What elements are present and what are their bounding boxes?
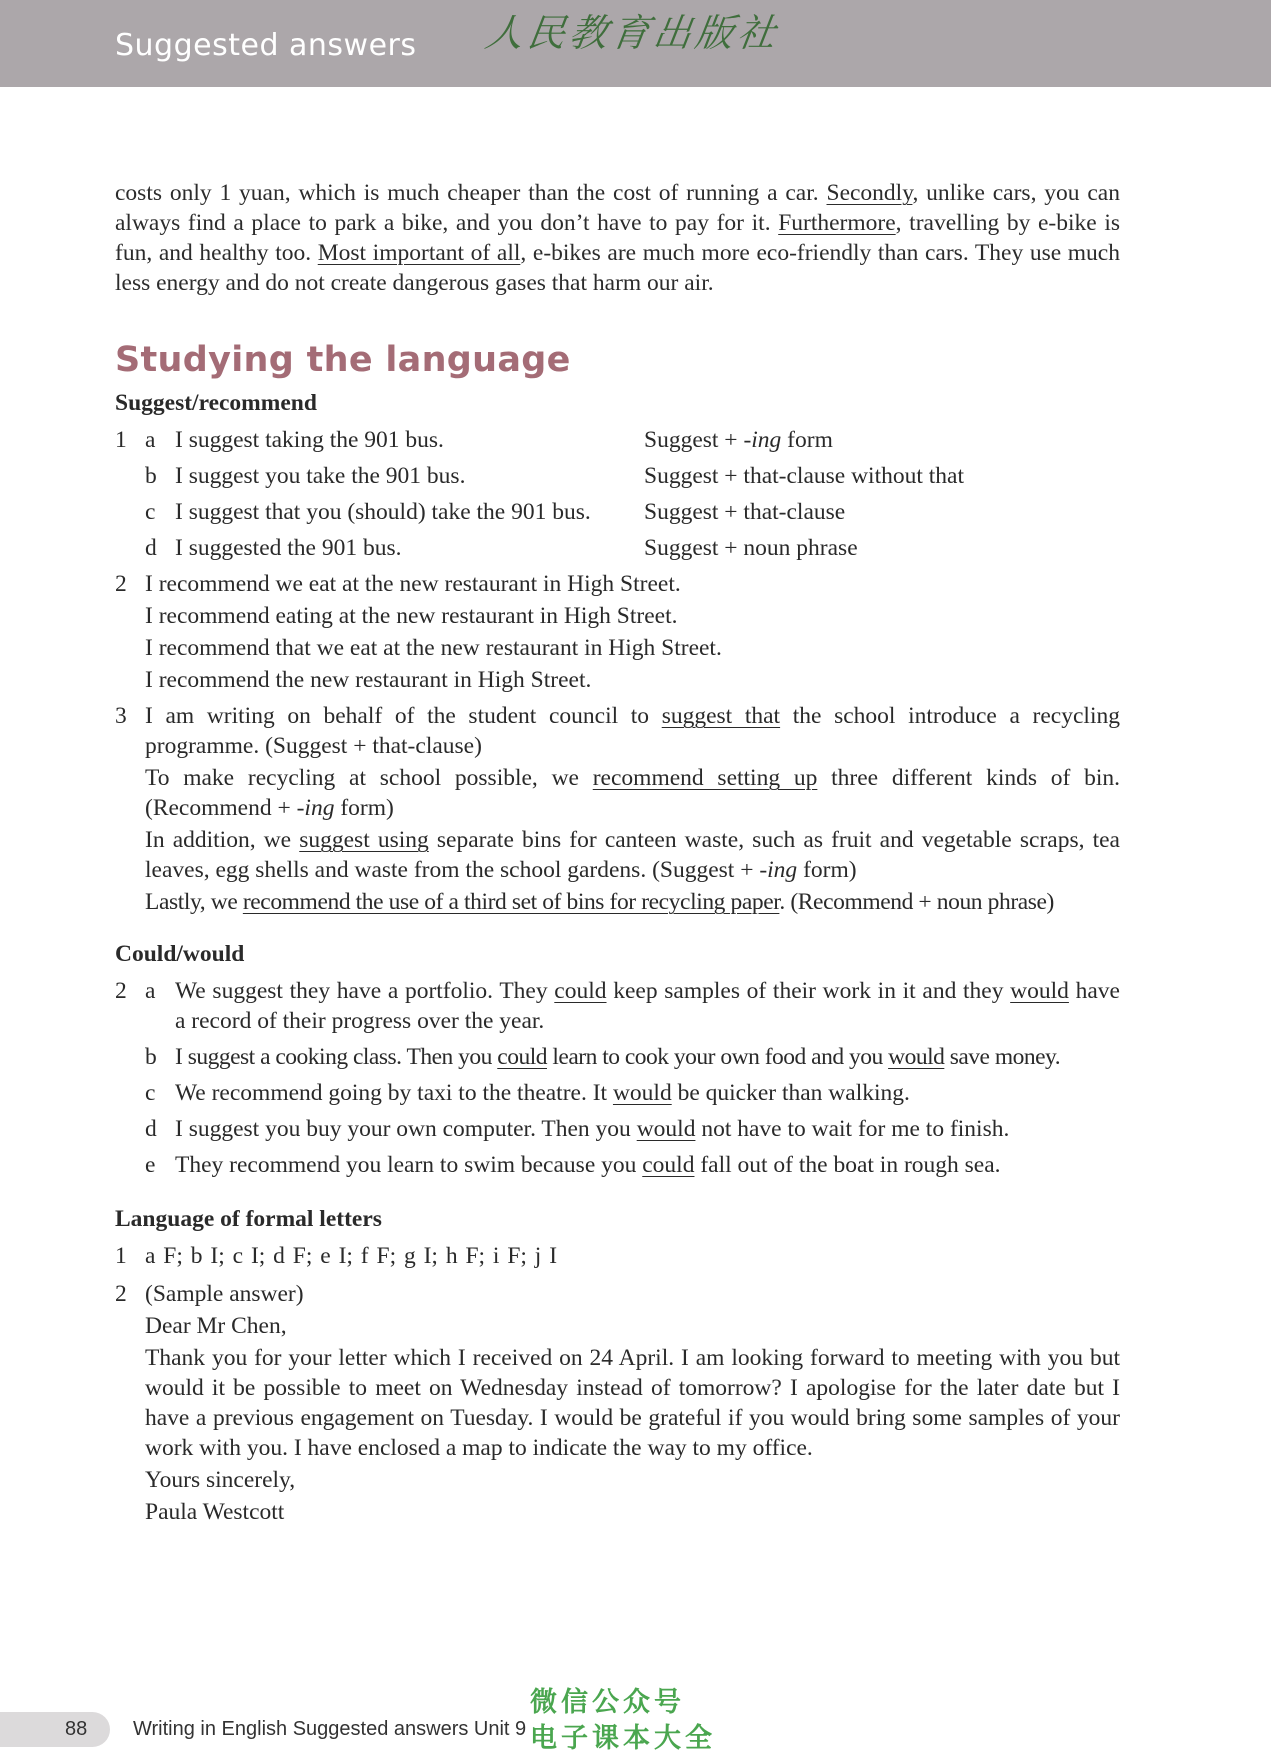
sentence-text: have a record of their progress over the year. [175,978,1120,1034]
sentence-text: not have to wait for me to finish. [695,1116,1010,1142]
sentence-text: keep samples of their work in it and they [606,978,1011,1004]
suggest-heading: Suggest/recommend [115,390,317,416]
sentence-text: I suggest you buy your own computer. Then you [175,1116,637,1142]
underlined-phrase: suggest that [661,703,781,729]
could-sentence [175,1114,1120,1144]
footer-text: Writing in English Suggested answers Unit 9 [133,1718,527,1740]
example-sentence: I recommend eating at the new restaurant in High Street. [145,603,678,629]
suggest-example: I suggest that you (should) take the 901 bus. [175,499,591,525]
sentence-text: be quicker than walking. [671,1080,910,1106]
underlined-phrase: recommend setting up [592,765,818,791]
example-sentence: I recommend that we eat at the new restaurant in High Street. [145,635,722,661]
suggest-note [644,425,1120,455]
item-letter: a [145,427,156,453]
sentence-text: We recommend going by taxi to the theatre. It [175,1080,613,1106]
page-number-tab [0,1712,110,1747]
letter-sentence [145,887,1120,917]
underlined-word: could [554,978,607,1004]
sentence-text: save money. [944,1044,1061,1070]
intro-text: , travelling by e-bike is fun, and healthy too. [115,210,1120,266]
intro-text: , e-bikes are much more eco-friendly than cars. They use much less energy and do not create dangerous gases that harm our air. [115,240,1120,296]
could-sentence [175,1042,1120,1072]
sentence-text: separate bins for canteen waste, such as fruit and vegetable scraps, tea leaves, egg shells and waste from the school gardens. (Suggest + [145,827,1120,883]
formal-item-2 [115,1279,1120,1527]
could-item-a [115,976,1120,1036]
underlined-word: could [642,1152,695,1178]
intro-text: , unlike cars, you can always find a place to park a bike, and you don’t have to pay for it. [115,180,1120,236]
item-number-blank [115,461,145,491]
recommend-item-3 [115,701,1120,917]
item-letter: c [145,1080,156,1106]
formal-item-1 [115,1241,1120,1271]
suggest-note: Suggest + that-clause [644,499,846,525]
sentence-text: To make recycling at school possible, we [145,765,593,791]
note-text: form [781,427,833,453]
example-sentence: I recommend we eat at the new restaurant in High Street. [145,571,681,597]
could-item-c [115,1078,1120,1108]
publisher-logo: 人民教育出版社 [482,11,783,55]
underlined-phrase: suggest using [299,827,429,853]
intro-text: costs only 1 yuan, which is much cheaper than the cost of running a car. [115,180,827,206]
could-item-b [115,1042,1120,1072]
could-sentence [175,1078,1120,1108]
sentence-text: In addition, we [145,827,300,853]
page-number: 88 [65,1718,88,1740]
answer-key: a F; b I; c I; d F; e I; f F; g I; h F; i F; j I [145,1243,558,1269]
underlined-word: would [888,1044,945,1070]
suggest-row [115,497,1120,527]
item-number-blank [115,497,145,527]
example-sentence: I recommend the new restaurant in High Street. [145,667,592,693]
item-number-blank [115,1150,145,1180]
item-letter: c [145,499,156,525]
item-letter: b [145,1044,157,1070]
could-sentence [175,1150,1120,1180]
sample-label: (Sample answer) [145,1281,304,1307]
underlined-word: would [612,1080,672,1106]
letter-signature: Paula Westcott [145,1499,285,1525]
sentence-text: I suggest a cooking class. Then you [175,1044,498,1070]
suggest-table [115,425,1120,563]
formal-letters-heading: Language of formal letters [115,1206,382,1232]
item-letter: d [145,535,157,561]
section-title: Studying the language [115,340,571,380]
underlined-phrase: recommend the use of a third set of bins for recycling paper [242,889,780,915]
intro-paragraph [115,178,1120,298]
sentence-text: three different kinds of bin. (Recommend + [145,765,1121,821]
item-letter: e [145,1152,156,1178]
watermark-line-2: 电子课本大全 [530,1723,716,1754]
item-letter: d [145,1116,157,1142]
italic-text: -ing [759,857,798,883]
suggest-note: Suggest + noun phrase [644,535,858,561]
letter-greeting: Dear Mr Chen, [145,1313,287,1339]
item-number-blank [115,1114,145,1144]
header-title: Suggested answers [115,28,417,63]
item-number: 1 [115,1243,127,1269]
sentence-text: We suggest they have a portfolio. They [175,978,555,1004]
item-body [145,701,1120,917]
underlined-phrase: Secondly [826,180,913,206]
item-number-blank [115,1078,145,1108]
sentence-text: . (Recommend + noun phrase) [779,889,1054,915]
could-item-d [115,1114,1120,1144]
suggest-row [115,425,1120,455]
recommend-item-2 [115,569,1120,695]
page-header [0,0,1271,87]
underlined-phrase: Most important of all [317,240,521,266]
sentence-text: I am writing on behalf of the student council to [145,703,662,729]
suggest-row [115,533,1120,563]
letter-sentence [145,763,1120,823]
item-number: 2 [115,571,127,597]
item-number: 2 [115,1281,127,1307]
item-number: 3 [115,703,127,729]
item-number: 2 [115,978,127,1004]
underlined-word: would [636,1116,696,1142]
item-number-blank [115,1042,145,1072]
sentence-text: learn to cook your own food and you [546,1044,889,1070]
item-body [145,1279,1120,1527]
suggest-row [115,461,1120,491]
sentence-text: fall out of the boat in rough sea. [694,1152,1001,1178]
could-sentence [175,976,1120,1036]
note-italic: -ing [743,427,782,453]
could-would-heading: Could/would [115,941,245,967]
italic-text: -ing [296,795,335,821]
note-text: Suggest + [644,427,744,453]
sentence-text: form) [334,795,394,821]
sentence-text: form) [797,857,857,883]
letter-closing: Yours sincerely, [145,1467,296,1493]
underlined-phrase: Furthermore [778,210,896,236]
item-letter: a [145,978,156,1004]
suggest-example: I suggest you take the 901 bus. [175,463,466,489]
letter-sentence [145,701,1120,761]
underlined-word: could [497,1044,547,1070]
item-number-blank [115,533,145,563]
letter-sentence [145,825,1120,885]
sentence-text: the school introduce a recycling programme. (Suggest + that-clause) [145,703,1120,759]
suggest-note: Suggest + that-clause without that [644,463,965,489]
page-content [115,178,1120,1527]
letter-body: Thank you for your letter which I received on 24 April. I am looking forward to meeting with you but would it be possible to meet on Wednesday instead of tomorrow? I apologise for the later date but I have a previous engagement on Tuesday. I would be grateful if you would bring some samples of your work with you. I have enclosed a map to indicate the way to my office. [145,1345,1120,1461]
item-body [145,569,1120,695]
underlined-word: would [1010,978,1069,1004]
item-number: 1 [115,427,127,453]
suggest-example: I suggest taking the 901 bus. [175,427,444,453]
suggest-example: I suggested the 901 bus. [175,535,402,561]
could-item-e [115,1150,1120,1180]
item-letter: b [145,463,157,489]
sentence-text: They recommend you learn to swim because you [175,1152,643,1178]
sentence-text: Lastly, we [145,889,243,915]
watermark-line-1: 微信公众号 [530,1687,685,1718]
